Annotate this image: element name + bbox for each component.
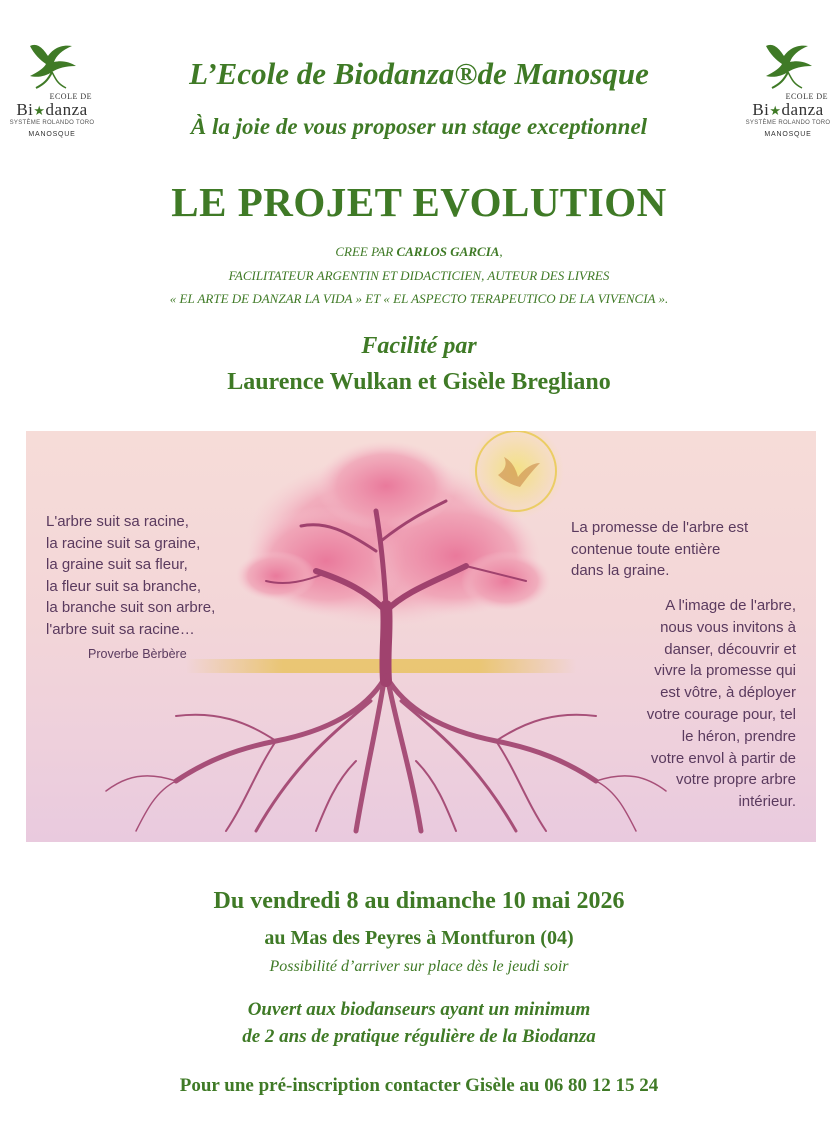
logo-wordmark-b: danza bbox=[781, 100, 824, 119]
credit-line-3: « EL ARTE DE DANZAR LA VIDA » ET « EL ASPECTO TERAPEUTICO DE LA VIVENCIA ». bbox=[169, 291, 669, 306]
credit-line-1 bbox=[0, 244, 838, 260]
invitation-text bbox=[576, 595, 796, 813]
poem-line: l'arbre suit sa racine… bbox=[46, 620, 195, 638]
eligibility-line-2: de 2 ans de pratique régulière de la Biodanza bbox=[242, 1026, 596, 1047]
event-dates: Du vendredi 8 au dimanche 10 mai 2026 bbox=[213, 888, 625, 914]
facilitators-names: Laurence Wulkan et Gisèle Bregliano bbox=[227, 369, 611, 395]
logo-line3: SYSTÈME ROLANDO TORO bbox=[745, 120, 831, 126]
poem-line: L'arbre suit sa racine, bbox=[46, 513, 189, 530]
promise-line: La promesse de l'arbre est bbox=[571, 519, 749, 536]
contact-line: Pour une pré-inscription contacter Gisèle au 06 80 12 15 24 bbox=[179, 1075, 659, 1096]
tagline: À la joie de vous proposer un stage exceptionnel bbox=[190, 114, 648, 139]
poem-line: la racine suit sa graine, bbox=[46, 534, 201, 552]
arrival-note: Possibilité d’arriver sur place dès le jeudi soir bbox=[269, 958, 569, 975]
poem-line: la graine suit sa fleur, bbox=[46, 556, 188, 573]
credit-prefix: CREE PAR bbox=[335, 244, 397, 259]
invite-line: votre courage pour, tel bbox=[646, 705, 796, 723]
invite-line: A l'image de l'arbre, bbox=[665, 597, 796, 614]
logo-wordmark-a: Bi bbox=[752, 100, 770, 119]
logo-line3: SYSTÈME ROLANDO TORO bbox=[9, 120, 95, 126]
logo-line4: MANOSQUE bbox=[28, 131, 76, 138]
star-icon: ★ bbox=[769, 103, 782, 118]
promise-line: contenue toute entière bbox=[571, 540, 721, 558]
invite-line: danser, découvrir et bbox=[664, 640, 796, 658]
invite-line: votre envol à partir de bbox=[650, 749, 796, 767]
poem bbox=[46, 511, 215, 640]
invite-line: le héron, prendre bbox=[681, 727, 796, 745]
school-title: L’Ecole de Biodanza®de Manosque bbox=[189, 56, 649, 91]
promise-line: dans la graine. bbox=[571, 562, 670, 579]
project-title: LE PROJET EVOLUTION bbox=[171, 179, 667, 225]
poem-line: la fleur suit sa branche, bbox=[46, 577, 202, 595]
invite-line: votre propre arbre bbox=[675, 771, 796, 789]
credit-line-2: FACILITATEUR ARGENTIN ET DIDACTICIEN, AUTEUR DES LIVRES bbox=[228, 268, 610, 283]
invite-line: vivre la promesse qui bbox=[654, 662, 796, 680]
invite-line: est vôtre, à déployer bbox=[660, 684, 796, 702]
promise-text bbox=[571, 517, 748, 582]
logo-line4: MANOSQUE bbox=[764, 131, 812, 138]
logo-wordmark-b: danza bbox=[45, 100, 88, 119]
logo-wordmark-a: Bi bbox=[16, 100, 34, 119]
invite-line: nous vous invitons à bbox=[660, 618, 796, 636]
facilitators-label: Facilité par bbox=[361, 333, 477, 359]
event-place: au Mas des Peyres à Montfuron (04) bbox=[264, 927, 574, 949]
credit-suffix: , bbox=[499, 244, 503, 259]
tree-banner bbox=[26, 431, 816, 842]
credit-author: CARLOS GARCIA bbox=[396, 244, 500, 259]
invite-line: intérieur. bbox=[738, 793, 796, 811]
poem-line: la branche suit son arbre, bbox=[46, 599, 216, 616]
eligibility-line-1: Ouvert aux biodanseurs ayant un minimum bbox=[247, 999, 591, 1020]
logo-line1: ECOLE DE bbox=[785, 92, 828, 101]
star-icon: ★ bbox=[33, 103, 46, 118]
proverb-attribution: Proverbe Bèrbère bbox=[88, 647, 187, 661]
logo-line1: ECOLE DE bbox=[49, 92, 92, 101]
